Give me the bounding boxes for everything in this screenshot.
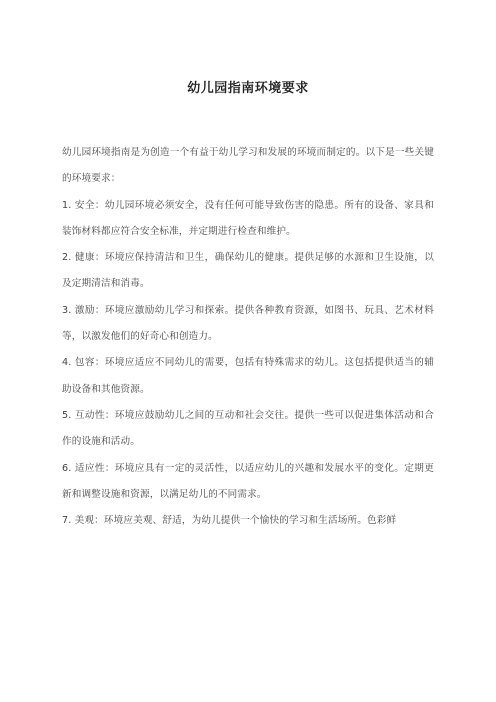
page-title: 幼儿园指南环境要求 — [187, 81, 309, 96]
list-item: 7. 美观：环境应美观、舒适，为幼儿提供一个愉快的学习和生活场所。色彩鲜 — [62, 515, 397, 527]
list-item: 5. 互动性：环境应鼓励幼儿之间的互动和社会交往。提供一些可以促进集体活动和合作的设施和活动。 — [62, 409, 434, 448]
list-item: 2. 健康：环境应保持清洁和卫生，确保幼儿的健康。提供足够的水源和卫生设施，以及定期清洁和消毒。 — [62, 252, 434, 290]
list-item: 1. 安全：幼儿园环境必须安全，没有任何可能导致伤害的隐患。所有的设备、家具和装饰材料都应符合安全标准，并定期进行检查和维护。 — [62, 199, 434, 237]
intro-paragraph: 幼儿园环境指南是为创造一个有益于幼儿学习和发展的环境而制定的。以下是一些关键的环境要求： — [62, 147, 434, 185]
list-item: 3. 激励：环境应激励幼儿学习和探索。提供各种教育资源，如图书、玩具、艺术材料等，以激发他们的好奇心和创造力。 — [62, 304, 434, 343]
list-item: 4. 包容：环境应适应不同幼儿的需要，包括有特殊需求的幼儿。这包括提供适当的辅助设备和其他资源。 — [62, 357, 434, 395]
document-body — [62, 140, 434, 534]
list-item: 6. 适应性：环境应具有一定的灵活性，以适应幼儿的兴趣和发展水平的变化。定期更新和调整设施和资源，以满足幼儿的不同需求。 — [62, 462, 434, 500]
